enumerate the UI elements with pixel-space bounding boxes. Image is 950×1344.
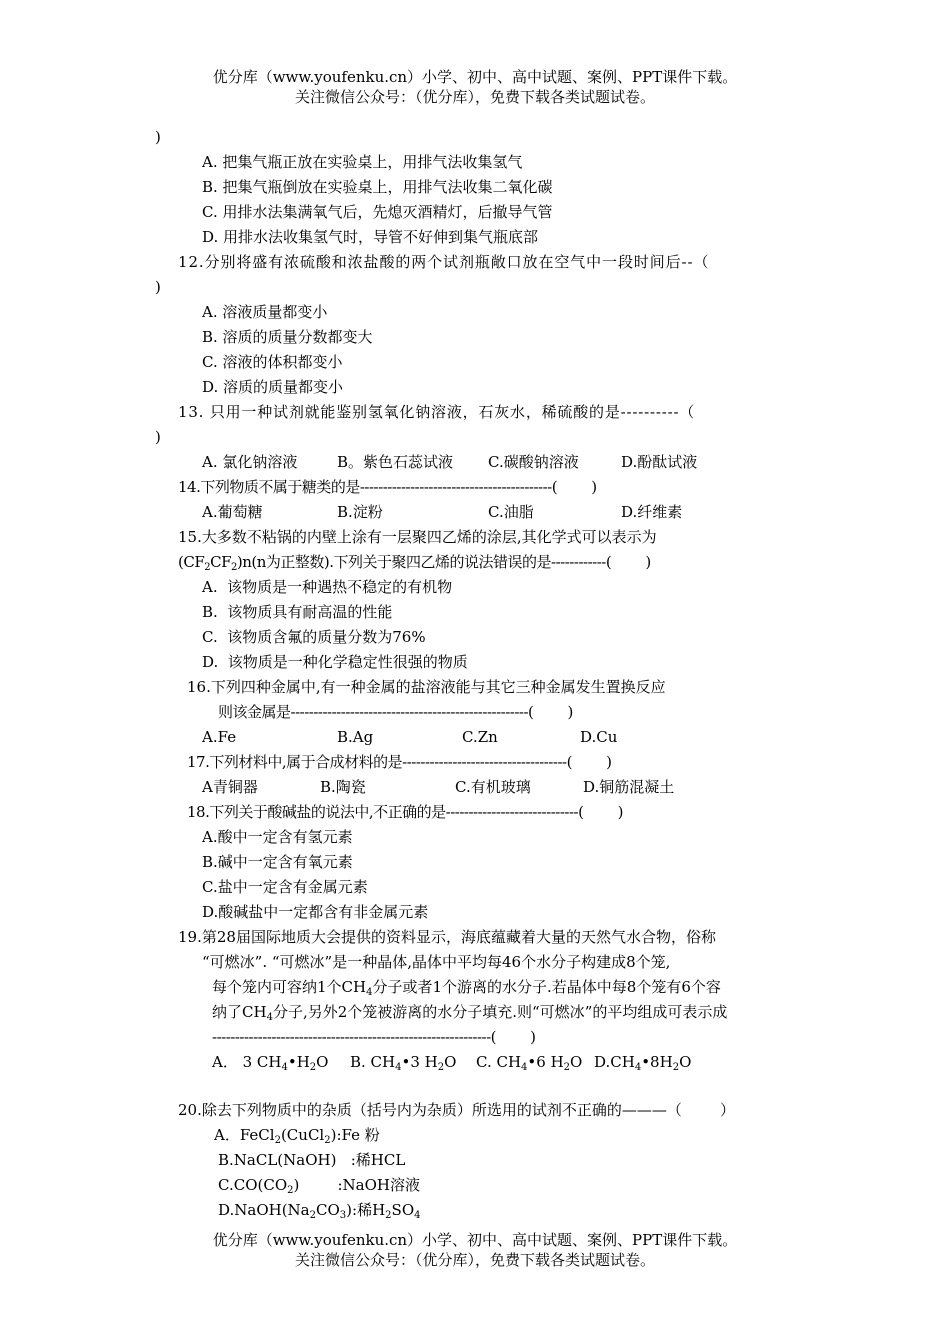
q19-stem-line-3: 每个笼内可容纳1个$CH_4$分子或者1个游离的水分子.若晶体中每8个笼有6个容 [212, 978, 721, 998]
q14-option-d: D.纤维素 [621, 503, 683, 521]
q18-option-d: D.酸碱盐中一定都含有非金属元素 [202, 903, 429, 921]
q17-option-a: A青铜器 [202, 778, 258, 796]
q12-option-d: D. 溶质的质量都变小 [202, 378, 344, 396]
q15-stem-line-2: $(CF_2CF_2)n(n$为正整数).下列关于聚四乙烯的说法错误的是------------( ) [178, 553, 651, 573]
q20-option-a: A．FeCl$_2$(CuCl$_2$):Fe 粉 [214, 1126, 380, 1146]
q16-option-d: D.Cu [580, 728, 618, 746]
header-line-1: 优分库（www.youfenku.cn）小学、初中、高中试题、案例、PPT课件下载。 [212, 68, 738, 86]
footer-line-1: 优分库（www.youfenku.cn）小学、初中、高中试题、案例、PPT课件下载。 [212, 1231, 738, 1249]
q11-option-c: C. 用排水法集满氧气后，先熄灭酒精灯，后撤导气管 [202, 203, 553, 221]
q20-option-d: $D.NaOH(Na_2CO_3)$:稀$H_2SO_4$ [218, 1201, 421, 1221]
q13-option-a: A. 氯化钠溶液 [202, 453, 298, 471]
q20-option-b: B.NaCL(NaOH) :稀HCL [218, 1151, 406, 1169]
q18-option-b: B.碱中一定含有氧元素 [202, 853, 353, 871]
q11-tail: ) [155, 128, 161, 146]
q13-tail: ) [155, 428, 161, 446]
q13-option-b: B。紫色石蕊试液 [337, 453, 454, 471]
q12-tail: ) [155, 278, 161, 296]
q17-option-d: D.铜筋混凝土 [583, 778, 675, 796]
q13-stem: 13. 只用一种试剂就能鉴别氢氧化钠溶液，石灰水，稀硫酸的是----------（ [178, 403, 696, 421]
q15-stem-line-1: 15.大多数不粘锅的内壁上涂有一层聚四乙烯的涂层,其化学式可以表示为 [178, 528, 657, 546]
q18-option-a: A.酸中一定含有氢元素 [202, 828, 353, 846]
q19-option-d: $D.CH_4•8H_2O$ [594, 1053, 692, 1073]
footer-line-2: 关注微信公众号：（优分库），免费下载各类试题试卷。 [294, 1251, 655, 1269]
header-line-2: 关注微信公众号：（优分库），免费下载各类试题试卷。 [294, 88, 655, 106]
q17-option-c: C.有机玻璃 [455, 778, 531, 796]
q20-option-c: $C.CO(CO_2)$ :NaOH溶液 [218, 1176, 420, 1196]
q20-stem: 20.除去下列物质中的杂质（括号内为杂质）所选用的试剂不正确的———（ ） [178, 1101, 736, 1119]
q13-option-d: D.酚酞试液 [621, 453, 698, 471]
q19-stem-line-1: 19.第28届国际地质大会提供的资料显示，海底蕴藏着大量的天然气水合物，俗称 [178, 928, 716, 946]
q13-option-c: C.碳酸钠溶液 [488, 453, 579, 471]
q16-option-b: B.Ag [337, 728, 374, 746]
q19-option-a: A． 3 $CH_4•H_2O$ [212, 1053, 329, 1073]
q15-option-a: A. 该物质是一种遇热不稳定的有机物 [202, 578, 453, 596]
q19-option-c: C. $CH_4•6$ $H_2O$ [476, 1053, 583, 1073]
q19-stem-line-4: 纳了$CH_4$分子,另外2个笼被游离的水分子填充.则“可燃冰”的平均组成可表示成 [212, 1003, 728, 1023]
q12-option-a: A. 溶液质量都变小 [202, 303, 328, 321]
q11-option-d: D. 用排水法收集氢气时，导管不好伸到集气瓶底部 [202, 228, 539, 246]
q12-option-c: C. 溶液的体积都变小 [202, 353, 343, 371]
q15-option-d: D. 该物质是一种化学稳定性很强的物质 [202, 653, 468, 671]
q17-option-b: B.陶瓷 [320, 778, 366, 796]
q14-option-c: C.油脂 [488, 503, 534, 521]
q14-stem: 14.下列物质不属于糖类的是------------------------------------------( ) [178, 478, 597, 496]
q12-option-b: B. 溶质的质量分数都变大 [202, 328, 373, 346]
q16-option-c: C.Zn [462, 728, 498, 746]
q14-option-b: B.淀粉 [337, 503, 383, 521]
q14-option-a: A.葡萄糖 [202, 503, 263, 521]
q12-stem: 12.分别将盛有浓硫酸和浓盐酸的两个试剂瓶敞口放在空气中一段时间后--（ [178, 253, 710, 271]
q18-option-c: C.盐中一定含有金属元素 [202, 878, 368, 896]
q19-option-b: B. $CH_4•3$ $H_2O$ [350, 1053, 457, 1073]
q16-option-a: A.Fe [202, 728, 237, 746]
q16-stem-line-1: 16.下列四种金属中,有一种金属的盐溶液能与其它三种金属发生置换反应 [187, 678, 666, 696]
q15-option-c: C. 该物质含氟的质量分数为76% [202, 628, 426, 646]
q11-option-b: B. 把集气瓶倒放在实验桌上，用排气法收集二氧化碳 [202, 178, 553, 196]
q17-stem: 17.下列材料中,属于合成材料的是------------------------------------( ) [187, 753, 612, 771]
q19-stem-line-5: -------------------------------------------------------------( ) [212, 1028, 536, 1046]
q19-stem-line-2: “可燃冰”. “可燃冰”是一种晶体,晶体中平均每46个水分子构建成8个笼, [202, 953, 671, 971]
q15-option-b: B. 该物质具有耐高温的性能 [202, 603, 393, 621]
q16-stem-line-2: 则该金属是----------------------------------------------------( ) [218, 703, 573, 721]
q18-stem: 18.下列关于酸碱盐的说法中,不正确的是-----------------------------( ) [187, 803, 623, 821]
q11-option-a: A. 把集气瓶正放在实验桌上，用排气法收集氢气 [202, 153, 523, 171]
